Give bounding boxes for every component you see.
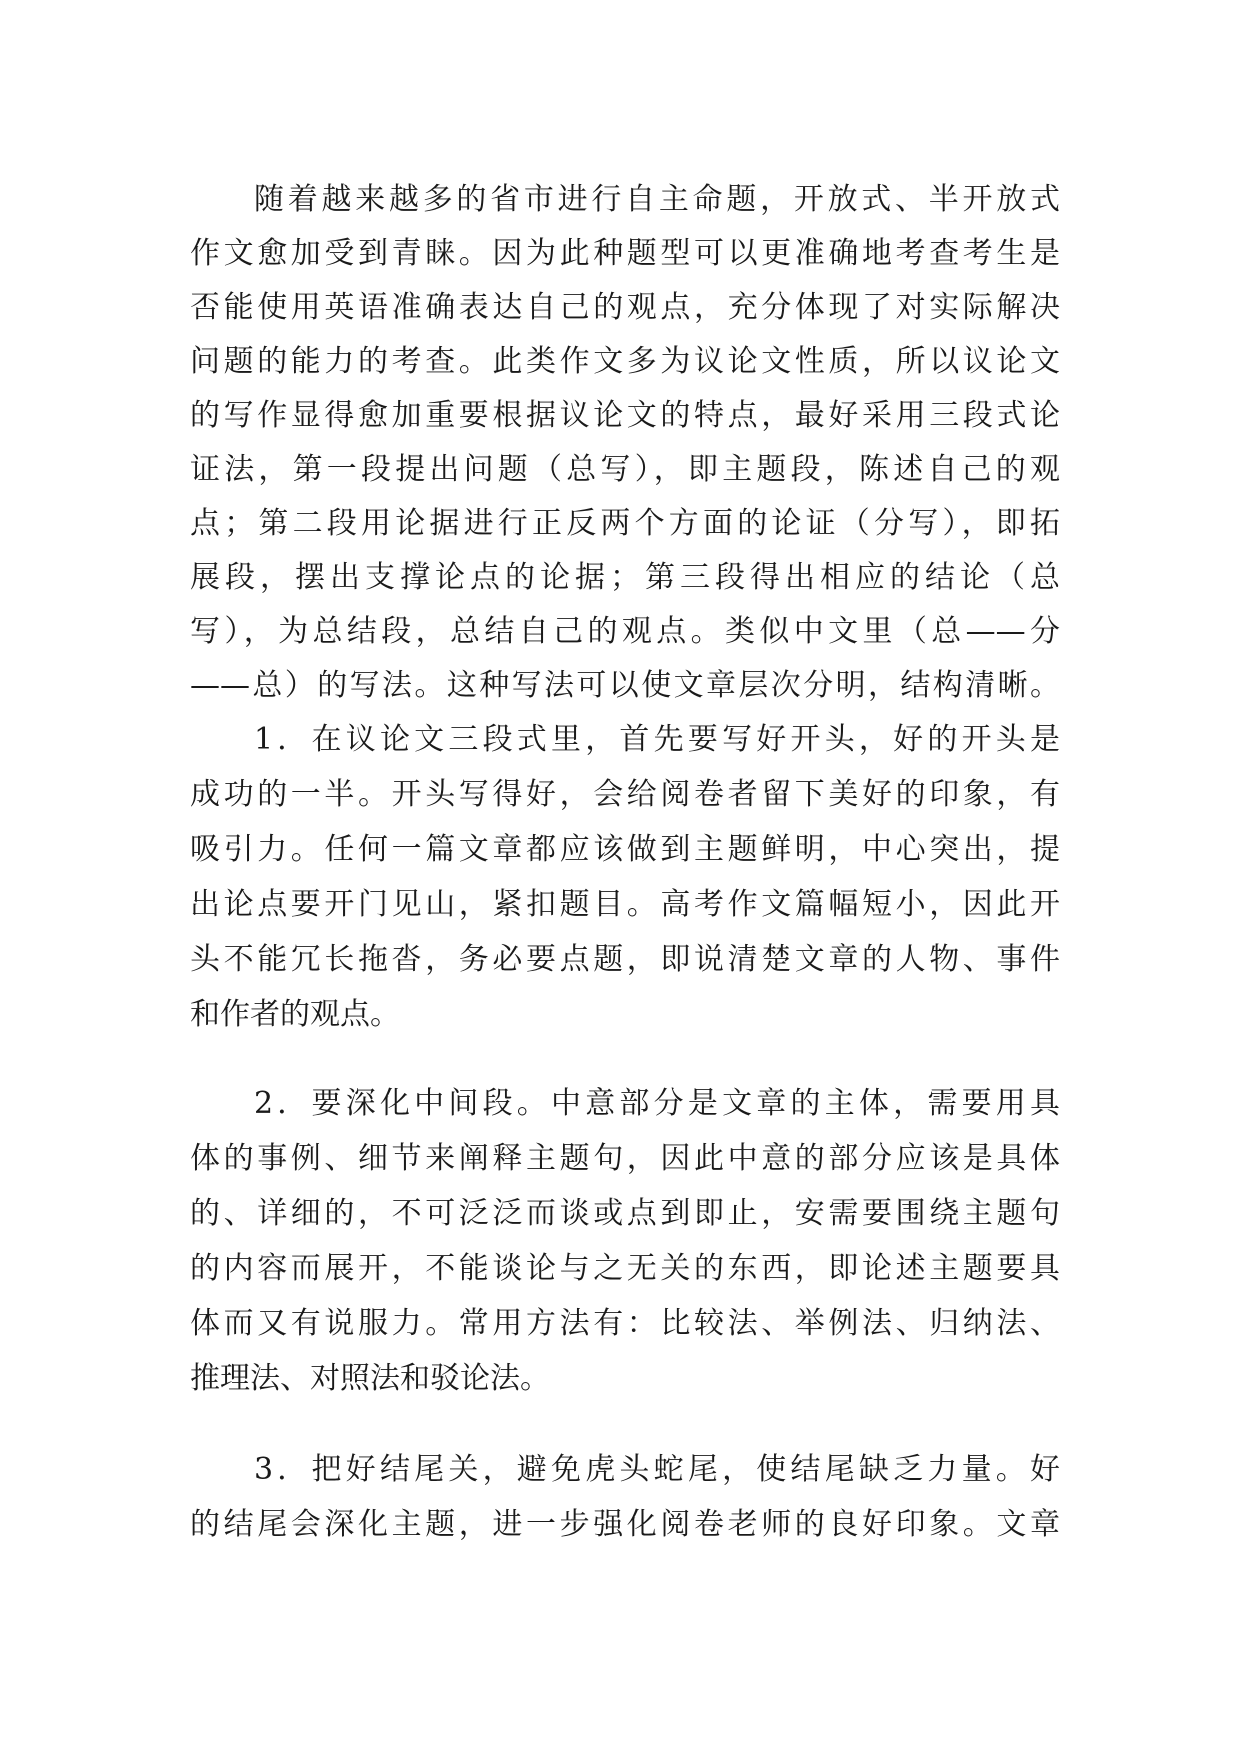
text-line: ——总）的写法。这种写法可以使文章层次分明，结构清晰。 — [190, 668, 1060, 703]
text-line: 体而又有说服力。常用方法有：比较法、举例法、归纳法、 — [190, 1306, 1060, 1341]
text-line: 否能使用英语准确表达自己的观点，充分体现了对实际解决 — [190, 290, 1060, 325]
text-line: 吸引力。任何一篇文章都应该做到主题鲜明，中心突出，提 — [190, 832, 1060, 867]
text-line: 问题的能力的考查。此类作文多为议论文性质，所以议论文 — [190, 344, 1060, 379]
text-line: 1．在议论文三段式里，首先要写好开头，好的开头是 — [254, 722, 1060, 757]
text-line: 3．把好结尾关，避免虎头蛇尾，使结尾缺乏力量。好 — [254, 1452, 1060, 1487]
text-line: 的写作显得愈加重要根据议论文的特点，最好采用三段式论 — [190, 398, 1060, 433]
text-line: 写），为总结段，总结自己的观点。类似中文里（总——分 — [190, 614, 1060, 649]
text-line: 成功的一半。开头写得好，会给阅卷者留下美好的印象，有 — [190, 777, 1060, 812]
text-line: 点；第二段用论据进行正反两个方面的论证（分写），即拓 — [190, 506, 1060, 541]
text-line: 随着越来越多的省市进行自主命题，开放式、半开放式 — [254, 182, 1060, 217]
text-line: 的、详细的，不可泛泛而谈或点到即止，安需要围绕主题句 — [190, 1196, 1060, 1231]
text-line: 的结尾会深化主题，进一步强化阅卷老师的良好印象。文章 — [190, 1507, 1060, 1542]
text-line: 展段，摆出支撑论点的论据；第三段得出相应的结论（总 — [190, 560, 1060, 595]
text-line: 的内容而展开，不能谈论与之无关的东西，即论述主题要具 — [190, 1251, 1060, 1286]
text-line: 作文愈加受到青睐。因为此种题型可以更准确地考查考生是 — [190, 236, 1060, 271]
text-line: 出论点要开门见山，紧扣题目。高考作文篇幅短小，因此开 — [190, 887, 1060, 922]
text-line: 推理法、对照法和驳论法。 — [190, 1361, 550, 1396]
text-line: 2．要深化中间段。中意部分是文章的主体，需要用具 — [254, 1086, 1060, 1121]
text-line: 证法，第一段提出问题（总写），即主题段，陈述自己的观 — [190, 452, 1060, 487]
text-line: 和作者的观点。 — [190, 997, 400, 1032]
text-line: 头不能冗长拖沓，务必要点题，即说清楚文章的人物、事件 — [190, 942, 1060, 977]
text-line: 体的事例、细节来阐释主题句，因此中意的部分应该是具体 — [190, 1141, 1060, 1176]
